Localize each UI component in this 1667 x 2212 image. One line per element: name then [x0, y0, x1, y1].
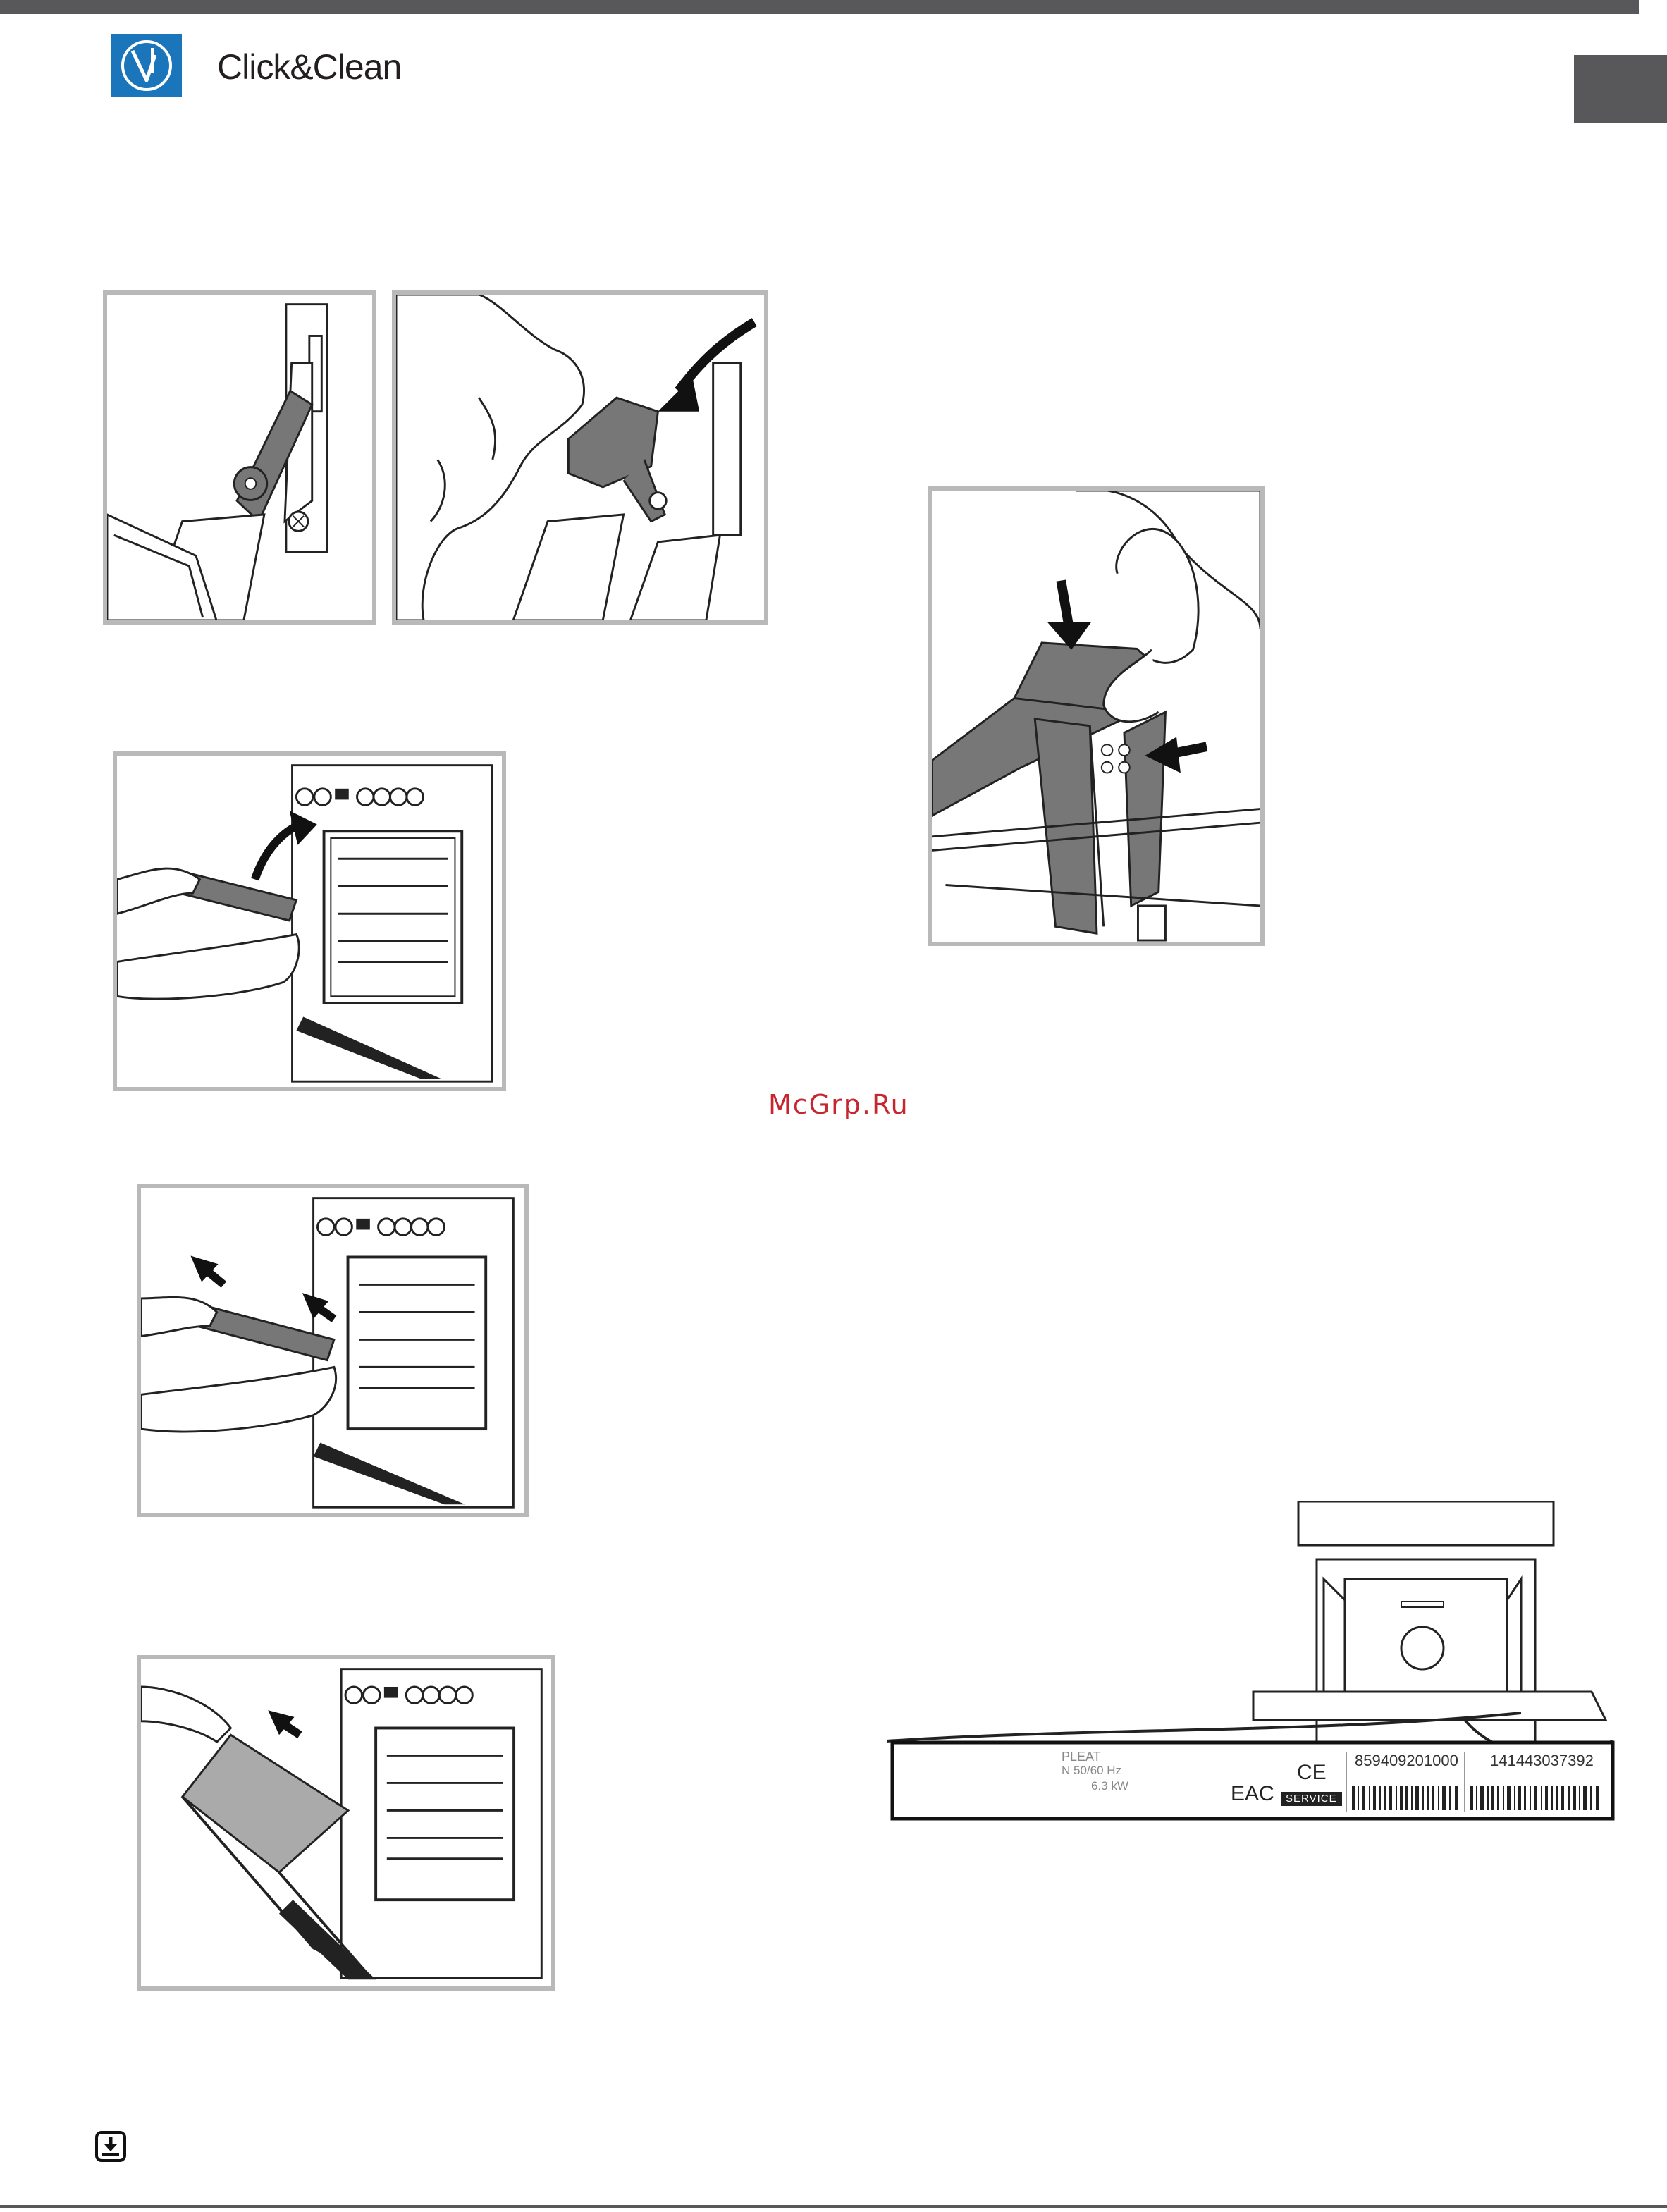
figure-rating-plate — [887, 1501, 1620, 1893]
bottom-rule — [0, 2205, 1667, 2208]
watermark: McGrp.Ru — [768, 1089, 909, 1120]
plate-code-2: 141443037392 — [1490, 1752, 1594, 1769]
plate-brand: PLEAT — [1062, 1750, 1101, 1764]
figure-clip-press — [928, 486, 1265, 946]
click-clean-logo-icon — [111, 34, 182, 97]
plate-power-1: N 50/60 Hz — [1062, 1764, 1122, 1777]
figure-hinge-lever — [103, 290, 376, 625]
plate-code-1: 859409201000 — [1355, 1752, 1458, 1769]
download-tray-icon — [94, 2130, 127, 2163]
eac-mark: EAC — [1231, 1782, 1274, 1805]
figure-pull-glass — [137, 1184, 529, 1517]
ce-mark: CE — [1297, 1761, 1327, 1784]
language-tab — [1574, 55, 1667, 123]
plate-power-2: 6.3 kW — [1091, 1779, 1128, 1793]
figure-hand-lever — [392, 290, 768, 625]
brand-title: Click&Clean — [217, 47, 402, 87]
figure-lift-glass — [113, 751, 506, 1091]
figure-remove-glass — [137, 1655, 555, 1991]
top-bar — [0, 0, 1639, 14]
service-tag: SERVICE — [1286, 1793, 1337, 1805]
